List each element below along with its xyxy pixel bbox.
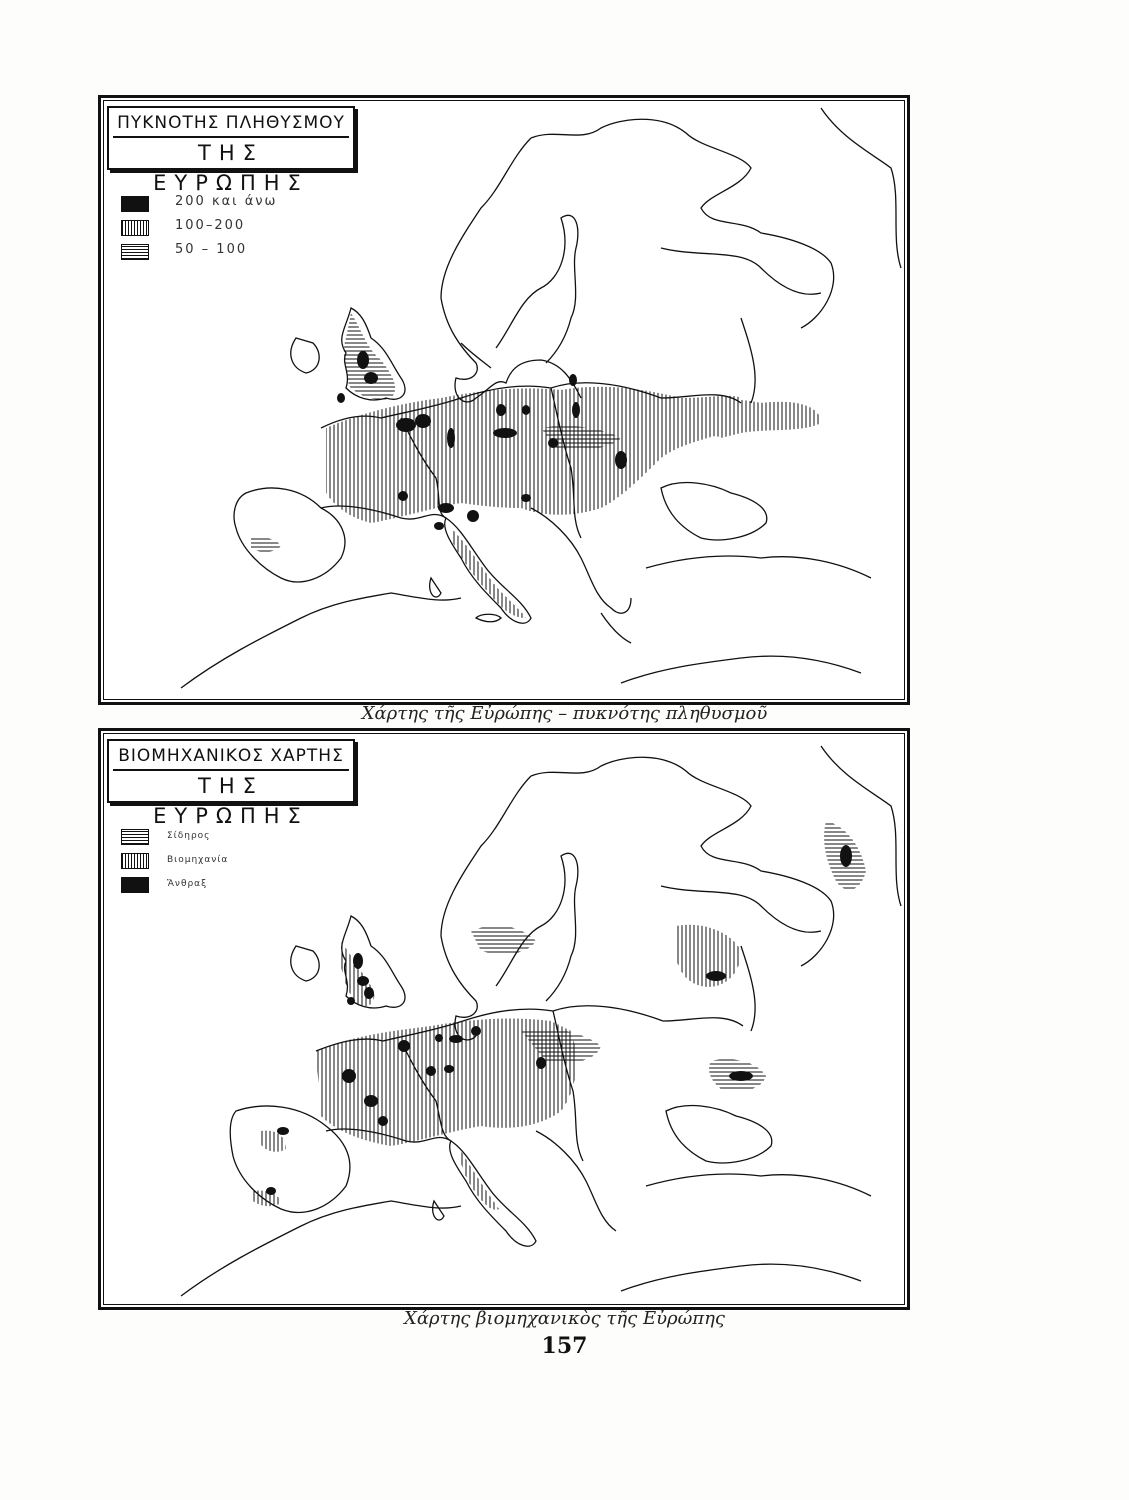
legend-label: 50 – 100	[175, 242, 248, 257]
legend-label: Βιομηχανία	[167, 855, 229, 865]
legend-label: Σίδηρος	[167, 831, 211, 841]
legend-label: 200 και άνω	[175, 194, 278, 209]
vertical-hatch-swatch	[121, 220, 149, 236]
vertical-hatch-swatch	[121, 853, 149, 869]
map1-title-box	[107, 106, 355, 195]
industry-regions	[251, 821, 866, 1210]
page-number: 157	[541, 1333, 588, 1359]
legend-label: 100–200	[175, 218, 246, 233]
population-density-map	[98, 95, 910, 705]
dense-swatch	[121, 196, 149, 212]
map2-title-line2: ΤΗΣ ΕΥΡΩΠΗΣ	[113, 769, 349, 831]
map2-title-box	[107, 739, 355, 828]
horizontal-hatch-swatch	[121, 244, 149, 260]
map1-title-line2: ΤΗΣ ΕΥΡΩΠΗΣ	[113, 136, 349, 198]
coal-spots	[266, 845, 852, 1195]
wavy-hatch-swatch	[121, 829, 149, 845]
industrial-map	[98, 728, 910, 1310]
map1-title-line1: ΠΥΚΝΟΤΗΣ ΠΛΗΘΥΣΜΟΥ	[117, 113, 345, 133]
legend-label: Ἄνθραξ	[167, 879, 208, 889]
density-regions	[251, 313, 821, 618]
map1-caption: Χάρτης τῆς Εὐρώπης – πυκνότης πληθυσμοῦ	[361, 703, 768, 724]
map2-title-line1: ΒΙΟΜΗΧΑΝΙΚΟΣ ΧΑΡΤΗΣ	[118, 746, 344, 766]
map2-caption: Χάρτης βιομηχανικὸς τῆς Εὐρώπης	[404, 1308, 725, 1329]
dense-swatch	[121, 877, 149, 893]
